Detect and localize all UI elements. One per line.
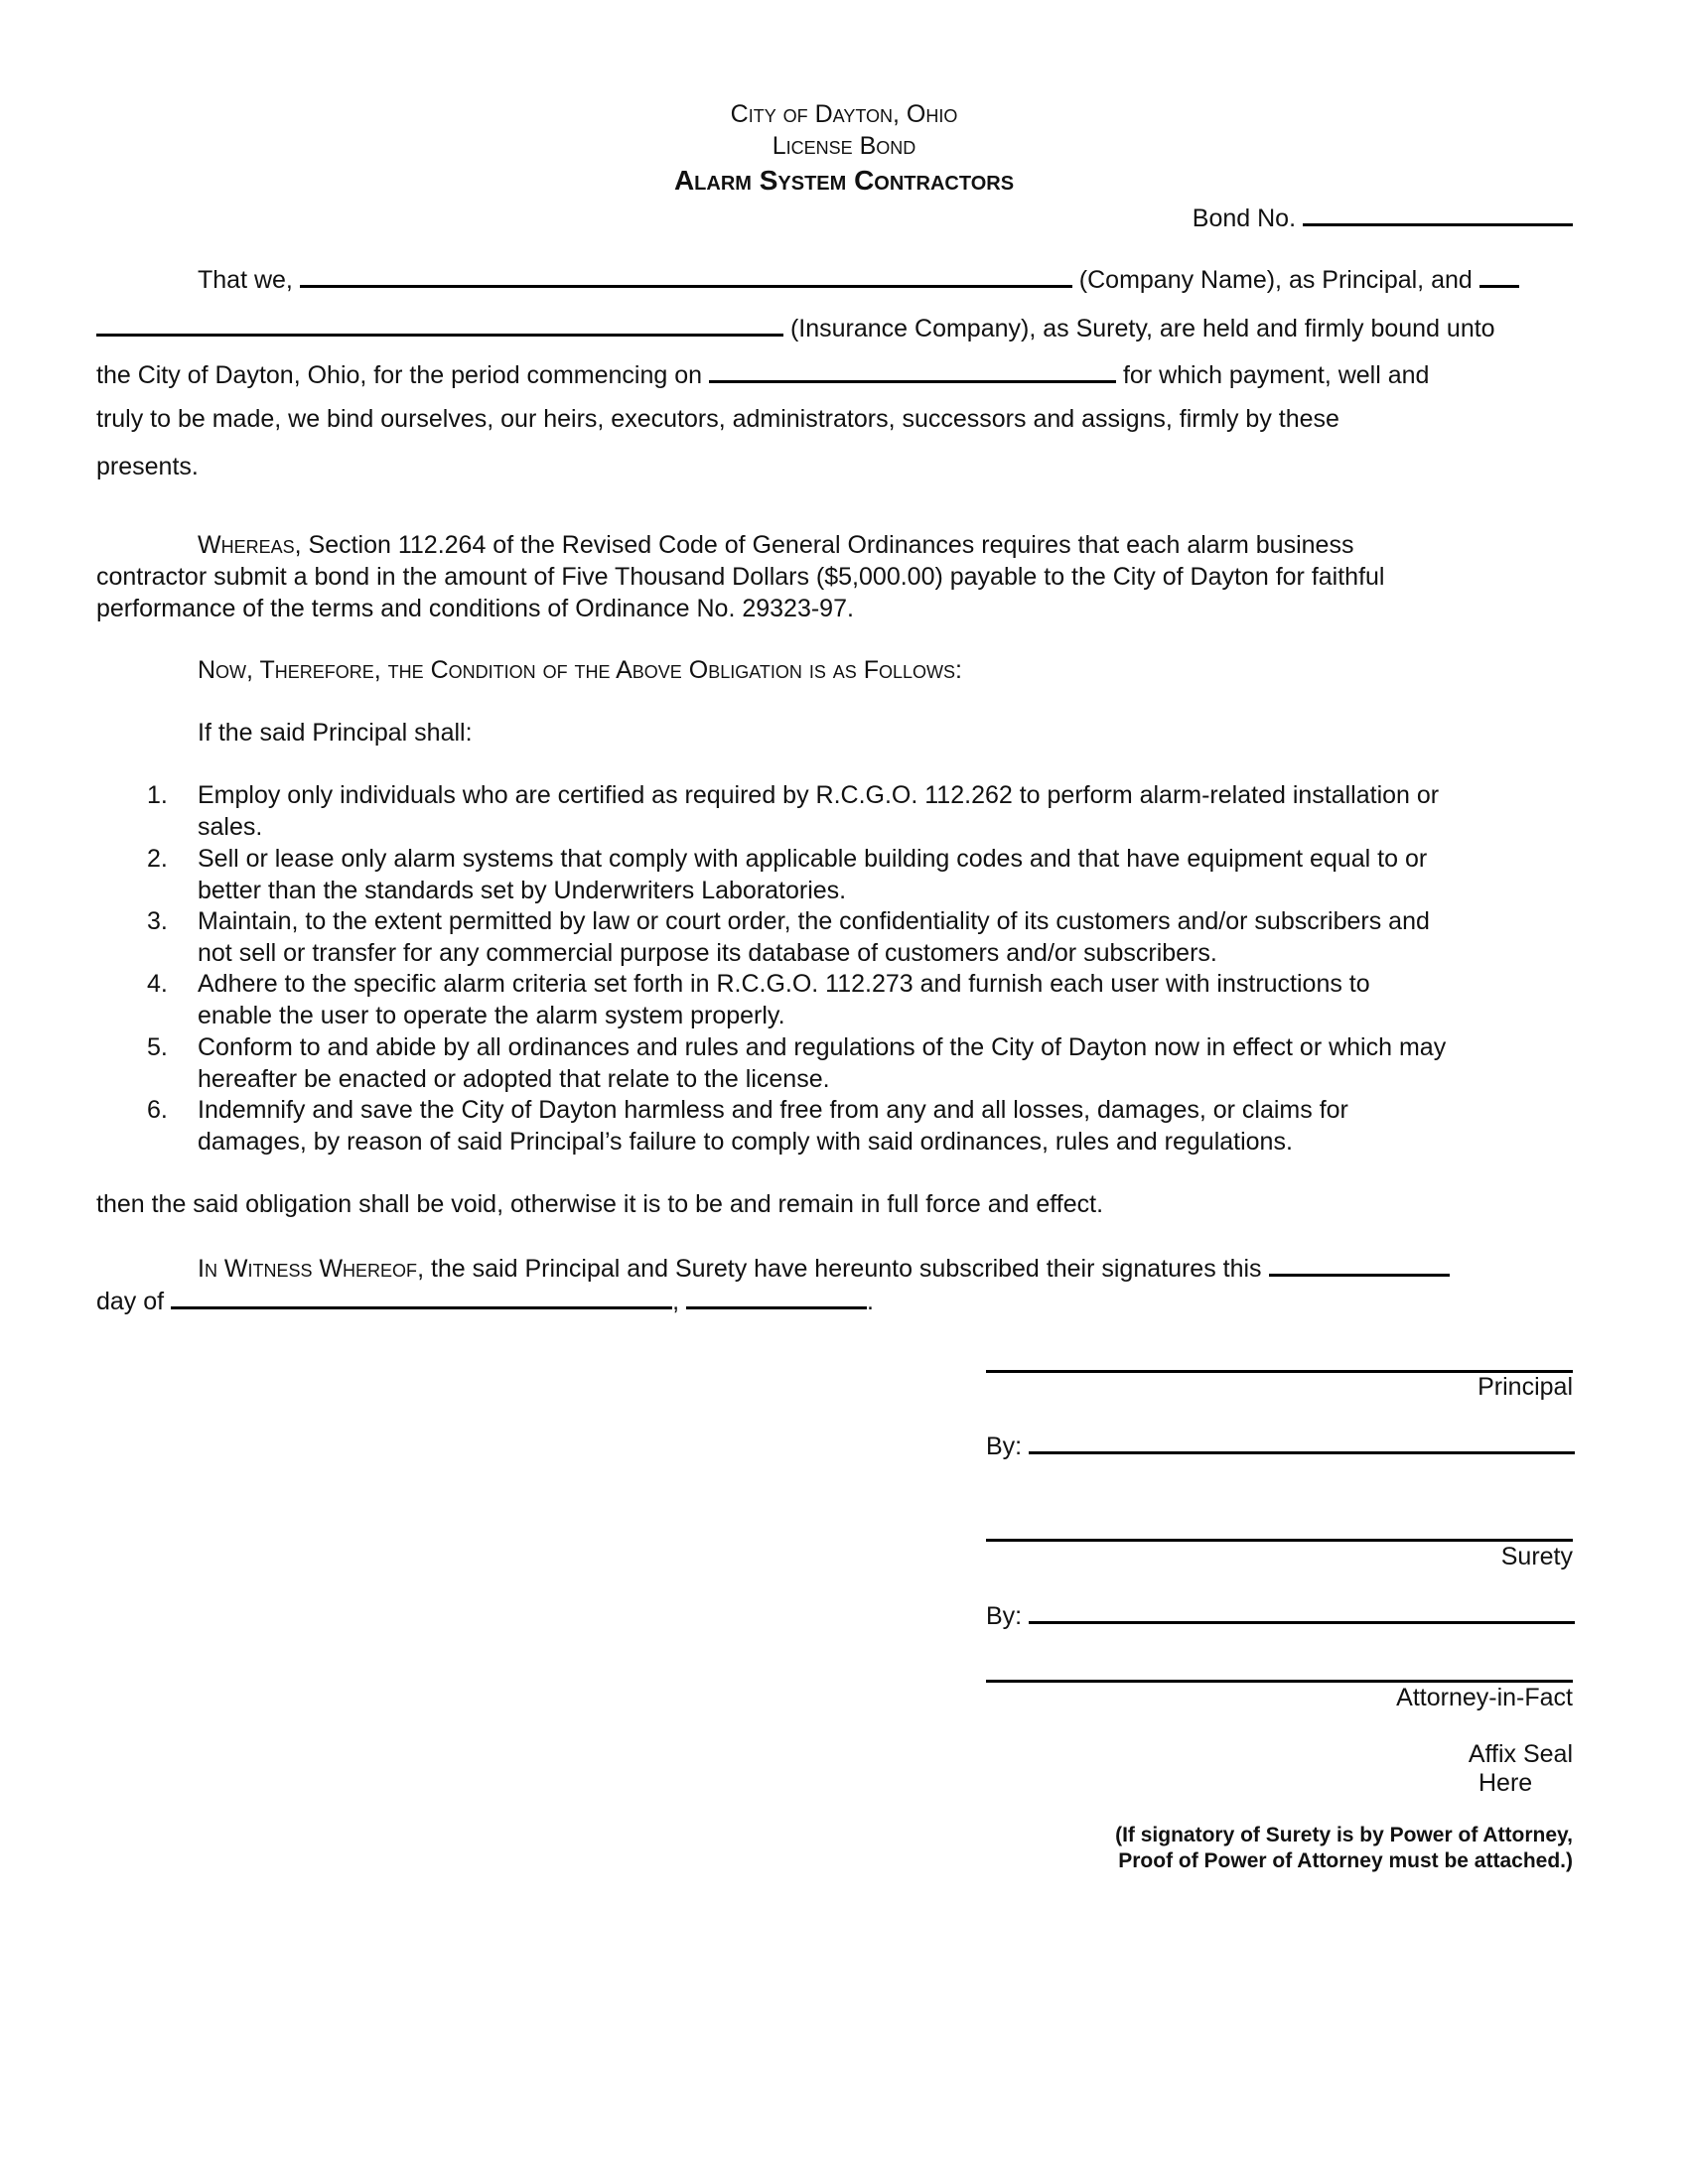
principal-by-field[interactable] xyxy=(1029,1428,1575,1454)
whereas-line-3: performance of the terms and conditions of Ordinance No. 29323-97. xyxy=(96,595,854,622)
item-number: 4. xyxy=(147,970,168,998)
item-text: enable the user to operate the alarm system properly. xyxy=(198,1002,785,1029)
poa-note-2: Proof of Power of Attorney must be attached.) xyxy=(1118,1849,1573,1872)
item-text: hereafter be enacted or adopted that relate to the license. xyxy=(198,1065,830,1093)
seal-label-1: Affix Seal xyxy=(1468,1740,1573,1768)
year-field[interactable] xyxy=(686,1283,867,1309)
witness-text: , the said Principal and Surety have hereunto subscribed their signatures this xyxy=(417,1255,1262,1283)
city-heading: City of Dayton, Ohio xyxy=(730,100,958,128)
whereas-lead: Whereas xyxy=(198,531,295,559)
whereas-line-2: contractor submit a bond in the amount of Five Thousand Dollars ($5,000.00) payable to the City of Dayton for faithful xyxy=(96,563,1385,591)
bond-no-field[interactable] xyxy=(1303,200,1573,226)
intro-text: the City of Dayton, Ohio, for the period commencing on xyxy=(96,361,703,389)
seal-label-2: Here xyxy=(1478,1769,1533,1797)
intro-line-2 xyxy=(96,310,1495,341)
item-text: sales. xyxy=(198,813,263,841)
surety-signature-line[interactable] xyxy=(986,1539,1573,1542)
attorney-label: Attorney-in-Fact xyxy=(1396,1684,1573,1711)
bond-no-row xyxy=(1193,200,1573,231)
item-text: Maintain, to the extent permitted by law or court order, the confidentiality of its customers and/or subscribers and xyxy=(198,907,1430,935)
by-label: By: xyxy=(986,1602,1023,1630)
period: . xyxy=(866,1288,874,1315)
void-clause: then the said obligation shall be void, otherwise it is to be and remain in full force and effect. xyxy=(96,1190,1104,1218)
intro-line-5: presents. xyxy=(96,453,199,480)
item-number: 3. xyxy=(147,907,168,935)
item-text: Indemnify and save the City of Dayton harmless and free from any and all losses, damages, or claims for xyxy=(198,1096,1348,1124)
surety-by-row xyxy=(986,1597,1575,1629)
witness-line-1 xyxy=(198,1250,1450,1282)
item-text: better than the standards set by Underwriters Laboratories. xyxy=(198,877,847,904)
item-text: Sell or lease only alarm systems that comply with applicable building codes and that have equipment equal to or xyxy=(198,845,1428,873)
item-number: 1. xyxy=(147,781,168,809)
item-text: not sell or transfer for any commercial purpose its database of customers and/or subscribers. xyxy=(198,939,1217,967)
witness-line-2 xyxy=(96,1283,874,1314)
company-name-field[interactable] xyxy=(300,261,1072,288)
intro-text: (Company Name), as Principal, and xyxy=(1078,266,1473,294)
item-text: Adhere to the specific alarm criteria set forth in R.C.G.O. 112.273 and furnish each user with instructions to xyxy=(198,970,1370,998)
surety-label: Surety xyxy=(1500,1543,1573,1570)
item-text: Employ only individuals who are certified as required by R.C.G.O. 112.262 to perform alarm-related installation or xyxy=(198,781,1440,809)
intro-line-4: truly to be made, we bind ourselves, our heirs, executors, administrators, successors and assigns, firmly by these xyxy=(96,405,1339,433)
whereas-line-1 xyxy=(198,529,1353,561)
intro-text: (Insurance Company), as Surety, are held and firmly bound unto xyxy=(789,315,1495,342)
item-number: 6. xyxy=(147,1096,168,1124)
item-text: damages, by reason of said Principal’s failure to comply with said ordinances, rules and regulations. xyxy=(198,1128,1293,1156)
intro-line-1 xyxy=(198,261,1519,293)
comma: , xyxy=(672,1288,680,1315)
page-title: Alarm System Contractors xyxy=(673,165,1015,196)
principal-label: Principal xyxy=(1477,1373,1573,1401)
intro-line-3 xyxy=(96,356,1429,388)
if-principal-text: If the said Principal shall: xyxy=(198,719,473,747)
day-of-label: day of xyxy=(96,1288,165,1315)
intro-text: for which payment, well and xyxy=(1122,361,1430,389)
item-number: 5. xyxy=(147,1033,168,1061)
surety-name-field-start[interactable] xyxy=(1479,261,1519,288)
witness-lead: In Witness Whereof xyxy=(198,1255,418,1283)
poa-note-1: (If signatory of Surety is by Power of Attorney, xyxy=(1115,1824,1573,1846)
whereas-text: , Section 112.264 of the Revised Code of General Ordinances requires that each alarm business xyxy=(294,531,1354,559)
intro-text: That we, xyxy=(198,266,293,294)
month-field[interactable] xyxy=(171,1283,672,1309)
item-number: 2. xyxy=(147,845,168,873)
by-label: By: xyxy=(986,1433,1023,1460)
therefore-heading: Now, Therefore, the Condition of the Above Obligation is as Follows: xyxy=(198,656,962,684)
surety-by-field[interactable] xyxy=(1029,1597,1575,1624)
period-start-field[interactable] xyxy=(709,356,1116,383)
insurance-company-field[interactable] xyxy=(96,310,783,337)
day-field[interactable] xyxy=(1269,1250,1450,1277)
item-text: Conform to and abide by all ordinances and rules and regulations of the City of Dayton now in effect or which may xyxy=(198,1033,1447,1061)
bond-type-heading: License Bond xyxy=(772,132,916,160)
principal-by-row xyxy=(986,1428,1575,1459)
bond-no-label: Bond No. xyxy=(1192,205,1297,232)
